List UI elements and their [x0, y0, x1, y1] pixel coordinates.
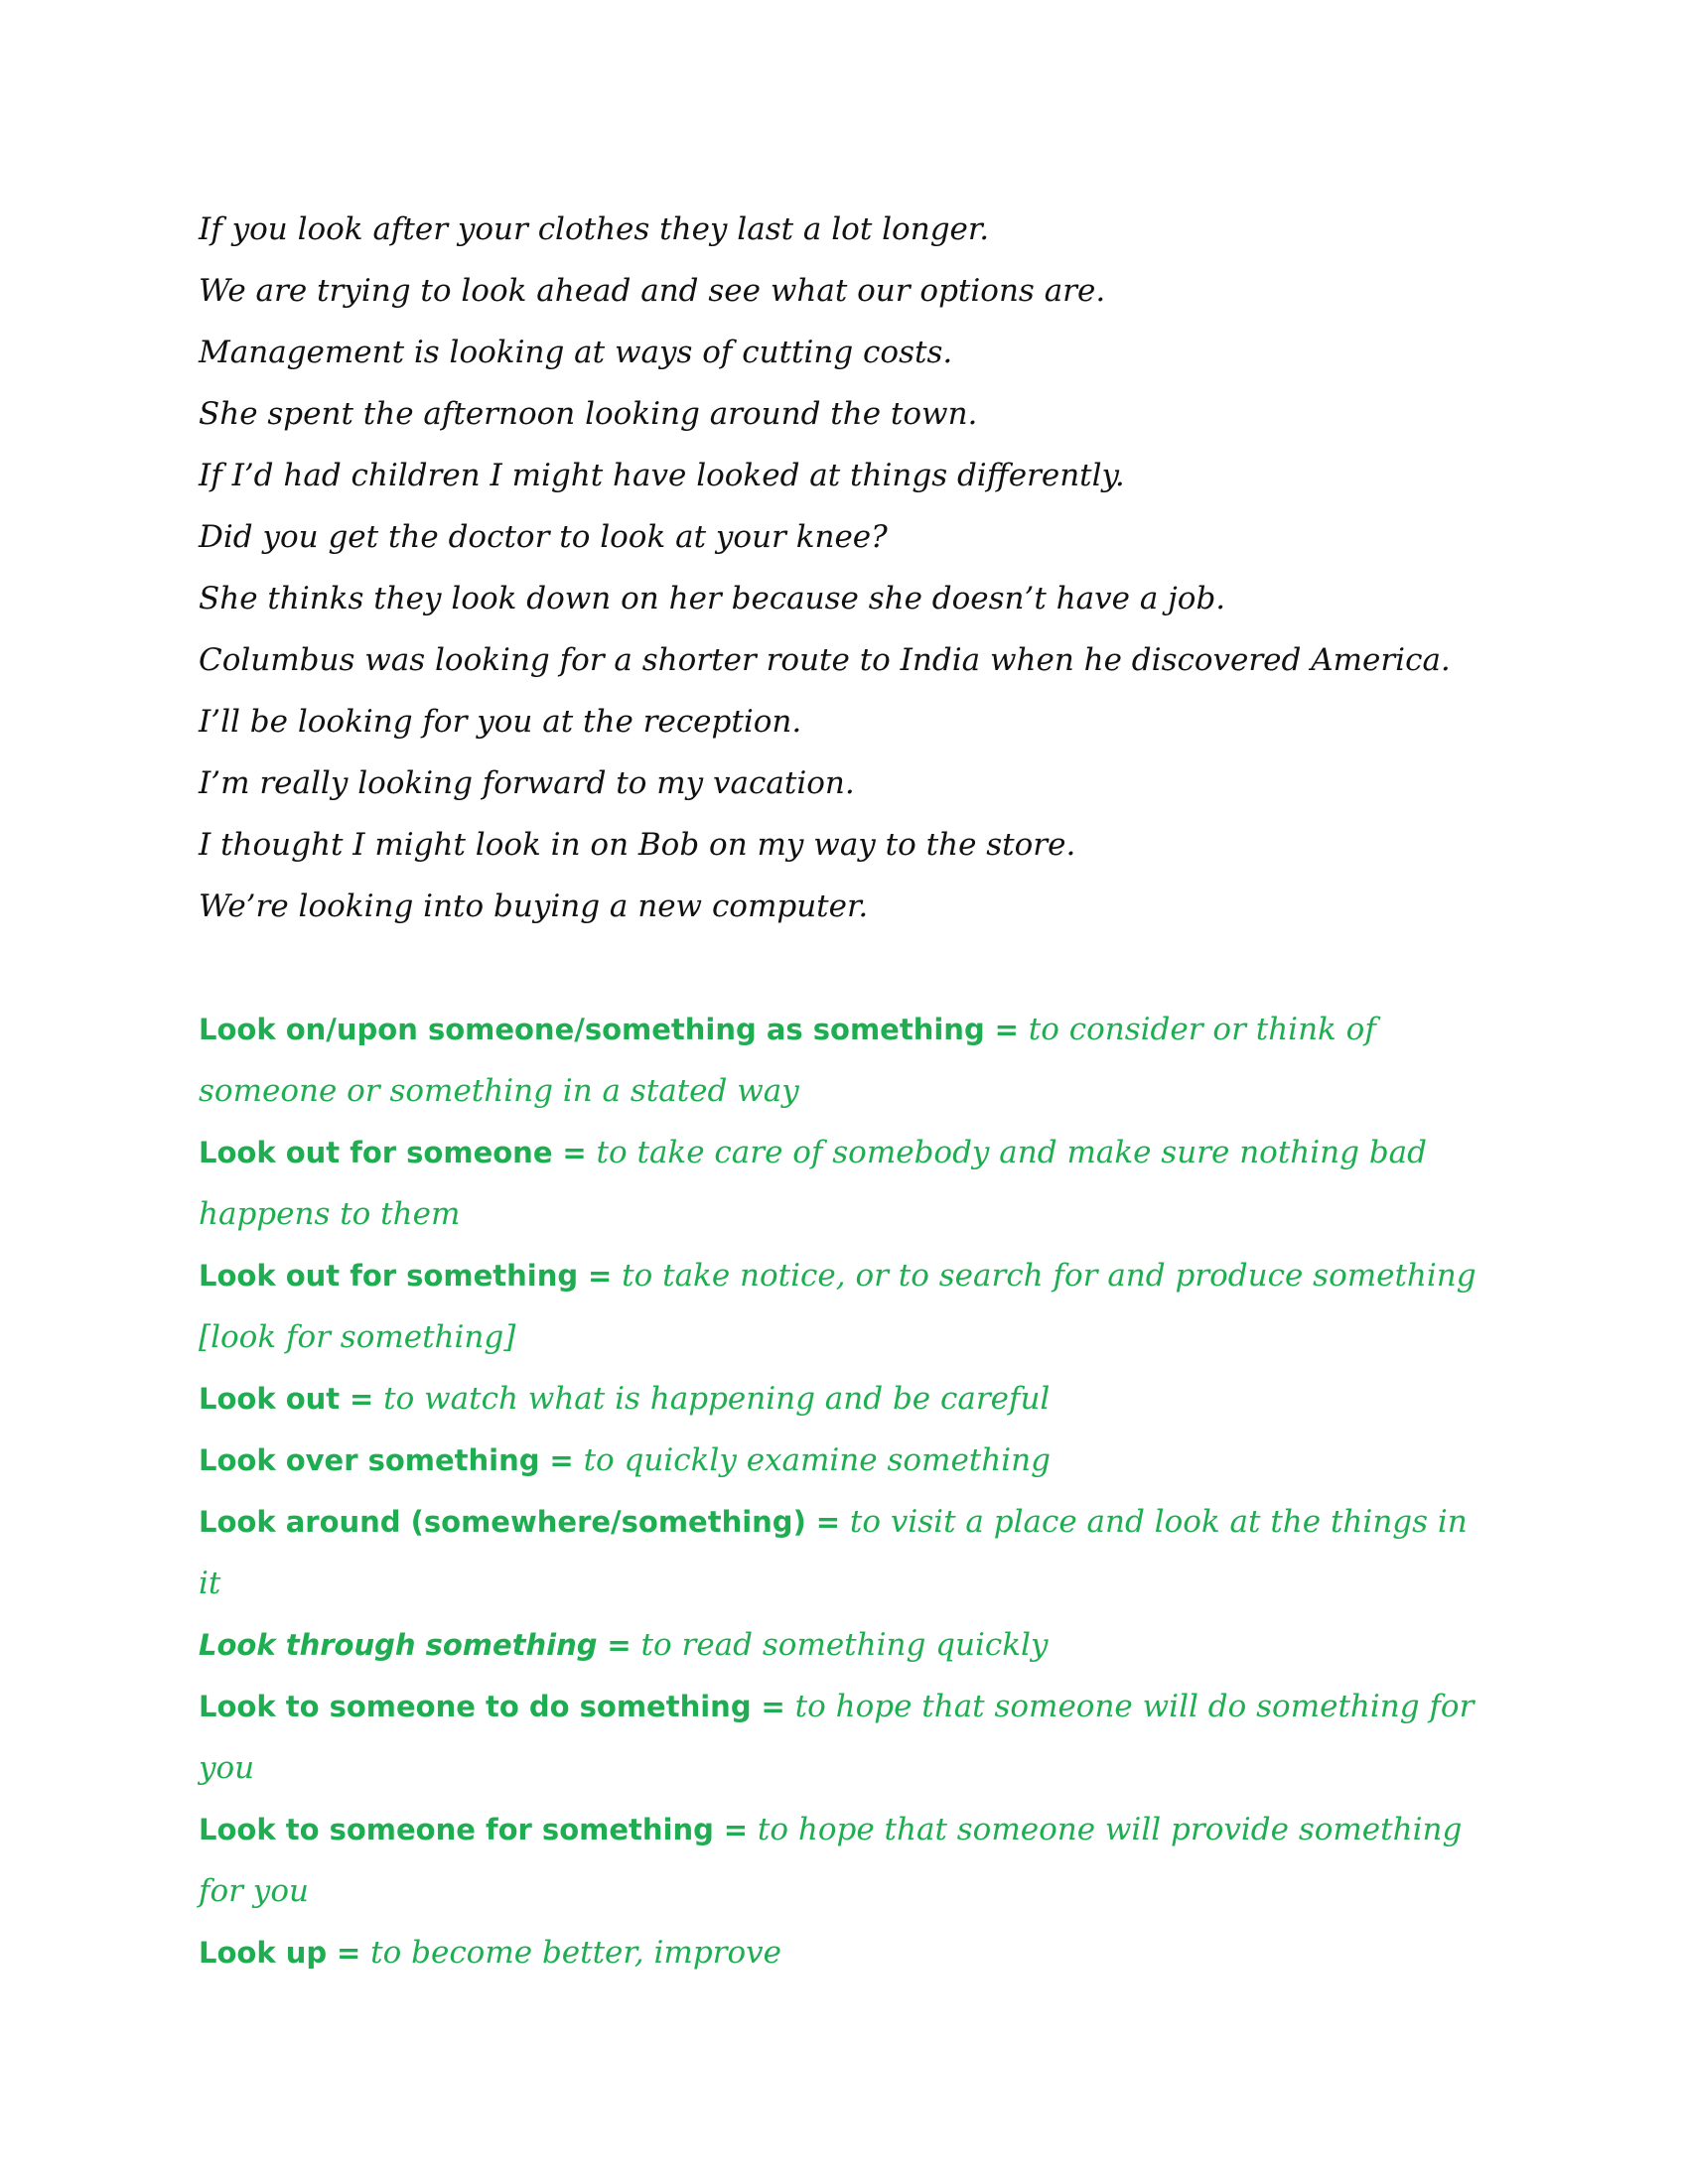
- example-sentence: If you look after your clothes they last a lot longer.: [199, 211, 990, 247]
- definition-text: to take notice, or to search for and produce something [look for something]: [199, 1258, 1477, 1355]
- definition-text: to quickly examine something: [583, 1442, 1051, 1478]
- definition-entry: [199, 1245, 1489, 1368]
- definition-text: to become better, improve: [370, 1935, 782, 1971]
- definition-entry: [199, 1676, 1489, 1799]
- definition-term: Look out: [199, 1382, 341, 1416]
- example-sentence: If I’d had children I might have looked at things differently.: [199, 458, 1125, 493]
- definition-entry: [199, 1799, 1489, 1922]
- definition-term: Look on/upon someone/something as something: [199, 1013, 985, 1046]
- example-sentence: Did you get the doctor to look at your knee?: [199, 519, 888, 555]
- equals-sign: =: [607, 1628, 632, 1662]
- example-sentence: I’m really looking forward to my vacation.: [199, 765, 855, 801]
- definition-term: Look out for someone: [199, 1136, 553, 1169]
- equals-sign: =: [723, 1813, 749, 1846]
- definition-term: Look up: [199, 1936, 328, 1970]
- phrasal-verb-definitions: [199, 999, 1489, 1983]
- definition-entry: [199, 1614, 1489, 1676]
- example-sentence: We’re looking into buying a new computer.: [199, 888, 869, 924]
- definition-entry: [199, 1368, 1489, 1430]
- equals-sign: =: [350, 1382, 374, 1416]
- example-sentences: [199, 199, 1489, 937]
- example-sentence: I’ll be looking for you at the reception.: [199, 704, 802, 740]
- equals-sign: =: [587, 1259, 613, 1293]
- definition-term: Look through something: [199, 1628, 598, 1662]
- definition-entry: [199, 1122, 1489, 1245]
- definition-text: to read something quickly: [640, 1627, 1049, 1663]
- definition-entry: [199, 1922, 1489, 1983]
- example-sentence: Management is looking at ways of cutting costs.: [199, 335, 953, 370]
- equals-sign: =: [815, 1505, 840, 1539]
- equals-sign: =: [562, 1136, 587, 1169]
- example-sentence: We are trying to look ahead and see what our options are.: [199, 273, 1106, 309]
- definition-term: Look to someone for something: [199, 1813, 714, 1846]
- equals-sign: =: [761, 1690, 785, 1723]
- definition-term: Look around (somewhere/something): [199, 1505, 806, 1539]
- definition-entry: [199, 1430, 1489, 1491]
- definition-text: to watch what is happening and be careful: [383, 1381, 1051, 1417]
- definition-text: to hope that someone will do something for you: [199, 1689, 1475, 1786]
- definition-term: Look to someone to do something: [199, 1690, 752, 1723]
- example-sentence: Columbus was looking for a shorter route to India when he discovered America.: [199, 642, 1451, 678]
- definition-term: Look out for something: [199, 1259, 579, 1293]
- definition-term: Look over something: [199, 1443, 540, 1477]
- definition-text: to take care of somebody and make sure nothing bad happens to them: [199, 1135, 1428, 1232]
- equals-sign: =: [336, 1936, 361, 1970]
- definition-entry: [199, 999, 1489, 1122]
- definition-text: to consider or think of someone or something in a stated way: [199, 1012, 1376, 1109]
- definition-text: to visit a place and look at the things in it: [199, 1504, 1468, 1601]
- example-sentence: She spent the afternoon looking around the town.: [199, 396, 978, 432]
- definition-text: to hope that someone will provide something for you: [199, 1812, 1463, 1909]
- example-sentence: I thought I might look in on Bob on my way to the store.: [199, 827, 1076, 863]
- equals-sign: =: [994, 1013, 1019, 1046]
- example-sentence: She thinks they look down on her because she doesn’t have a job.: [199, 581, 1226, 616]
- definition-entry: [199, 1491, 1489, 1614]
- equals-sign: =: [549, 1443, 574, 1477]
